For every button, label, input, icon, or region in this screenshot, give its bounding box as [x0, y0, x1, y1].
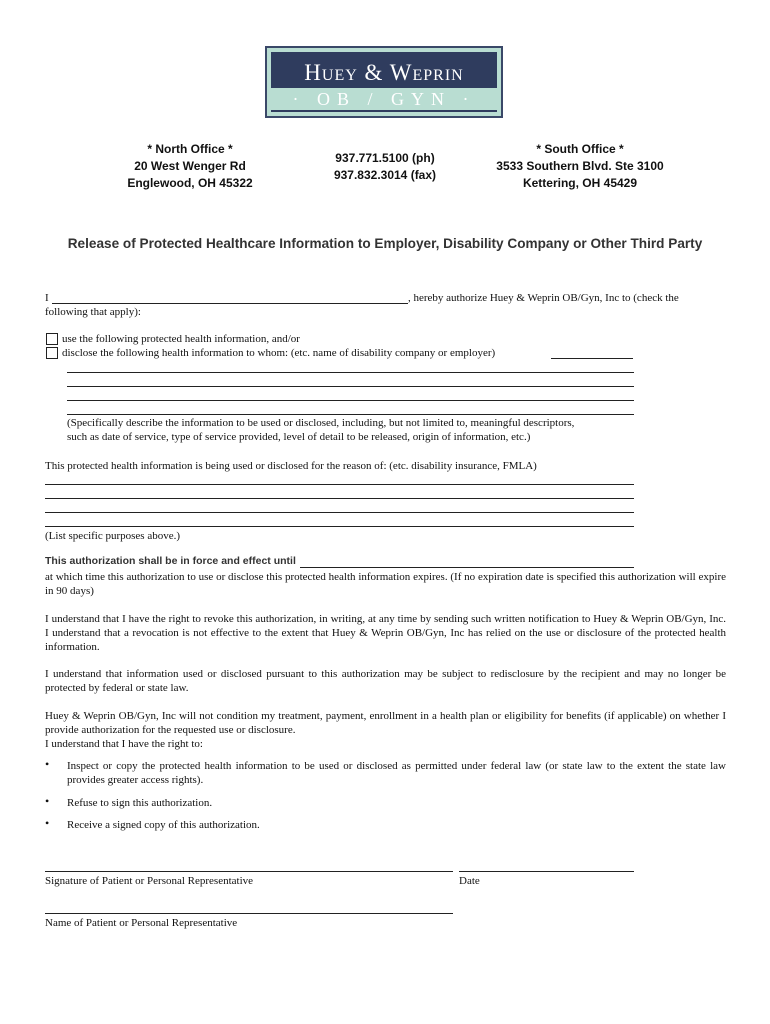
- phone-number: 937.771.5100 (ph): [335, 151, 435, 165]
- describe-note-1: (Specifically describe the information to be used or disclosed, including, but not limited to, meaningful descriptors,: [67, 417, 575, 429]
- purpose-line[interactable]: [45, 512, 634, 513]
- south-office-address2: Kettering, OH 45429: [522, 176, 638, 190]
- practice-logo: [265, 46, 503, 118]
- description-line[interactable]: [67, 414, 634, 415]
- fax-number: 937.832.3014 (fax): [333, 168, 437, 182]
- bullet-icon: •: [45, 816, 50, 830]
- expiration-text: at which time this authorization to use or disclose this protected health information expires. (If no expiration date is specified this authorization will expire in 90 days): [45, 571, 726, 597]
- south-office-address1: 3533 Southern Blvd. Ste 3100: [496, 159, 664, 173]
- describe-note-2: such as date of service, type of service provided, level of detail to be released, origin of information, etc.): [67, 431, 531, 443]
- south-office-heading: * South Office *: [536, 142, 624, 156]
- right-item-inspect: Inspect or copy the protected health information to be used or disclosed as permitted under federal law (or state law to the extent the state law provides greater access rights).: [67, 760, 726, 786]
- logo-panel: [271, 52, 497, 112]
- printed-name-line[interactable]: [45, 913, 453, 914]
- rights-intro: I understand that I have the right to:: [45, 738, 203, 750]
- disclose-information-checkbox[interactable]: [46, 347, 58, 359]
- date-label: Date: [459, 875, 480, 887]
- authorize-continuation: following that apply):: [45, 306, 141, 318]
- condition-paragraph: Huey & Weprin OB/Gyn, Inc will not condition my treatment, payment, enrollment in a health plan or eligibility for benefits (if applicable) on whether I provide authorization for the requested use or disclosure.: [45, 710, 726, 736]
- redisclosure-paragraph: I understand that information used or disclosed pursuant to this authorization may be subject to redisclosure by the recipient and may no longer be protected by federal or state law.: [45, 668, 726, 694]
- printed-name-label: Name of Patient or Personal Representative: [45, 917, 238, 929]
- south-office-block: [470, 141, 690, 192]
- right-item-copy: Receive a signed copy of this authorization.: [67, 819, 260, 831]
- description-line[interactable]: [67, 386, 634, 387]
- reason-label: This protected health information is being used or disclosed for the reason of: (etc. disability insurance, FMLA): [45, 460, 537, 472]
- phone-block: [300, 150, 470, 184]
- description-line[interactable]: [67, 372, 634, 373]
- purpose-line[interactable]: [45, 484, 634, 485]
- authorize-prefix: I: [45, 292, 49, 304]
- expiration-date-line[interactable]: [300, 567, 634, 568]
- description-line[interactable]: [67, 400, 634, 401]
- use-information-checkbox[interactable]: [46, 333, 58, 345]
- patient-name-line[interactable]: [52, 303, 408, 304]
- bullet-icon: •: [45, 757, 50, 771]
- date-line[interactable]: [459, 871, 634, 872]
- authorization-label: This authorization shall be in force and effect until: [45, 555, 296, 567]
- signature-line[interactable]: [45, 871, 453, 872]
- revoke-paragraph: I understand that I have the right to revoke this authorization, in writing, at any time by sending such written notification to Huey & Weprin OB/Gyn, Inc. I understand that a revocation is not effective to the extent that Huey & Weprin OB/Gyn, Inc has relied on the use or disclosure of the protected health information.: [45, 613, 726, 653]
- north-office-heading: * North Office *: [147, 142, 233, 156]
- north-office-address2: Englewood, OH 45322: [127, 176, 253, 190]
- signature-label: Signature of Patient or Personal Representative: [45, 875, 254, 887]
- bullet-icon: •: [45, 794, 50, 808]
- north-office-block: [110, 141, 270, 192]
- right-item-refuse: Refuse to sign this authorization.: [67, 797, 213, 809]
- disclose-information-label: disclose the following health information to whom: (etc. name of disability company or employer): [62, 347, 496, 359]
- logo-name: Huey & Weprin: [304, 60, 464, 85]
- form-title: Release of Protected Healthcare Information to Employer, Disability Company or Other Third Party: [67, 236, 703, 251]
- logo-department: · OB / GYN ·: [271, 88, 497, 110]
- purpose-line[interactable]: [45, 498, 634, 499]
- recipient-line[interactable]: [551, 358, 633, 359]
- use-information-label: use the following protected health information, and/or: [62, 333, 300, 345]
- purposes-note: (List specific purposes above.): [45, 530, 181, 542]
- purpose-line[interactable]: [45, 526, 634, 527]
- north-office-address1: 20 West Wenger Rd: [134, 159, 246, 173]
- authorize-suffix: , hereby authorize Huey & Weprin OB/Gyn, Inc to (check the: [408, 292, 679, 304]
